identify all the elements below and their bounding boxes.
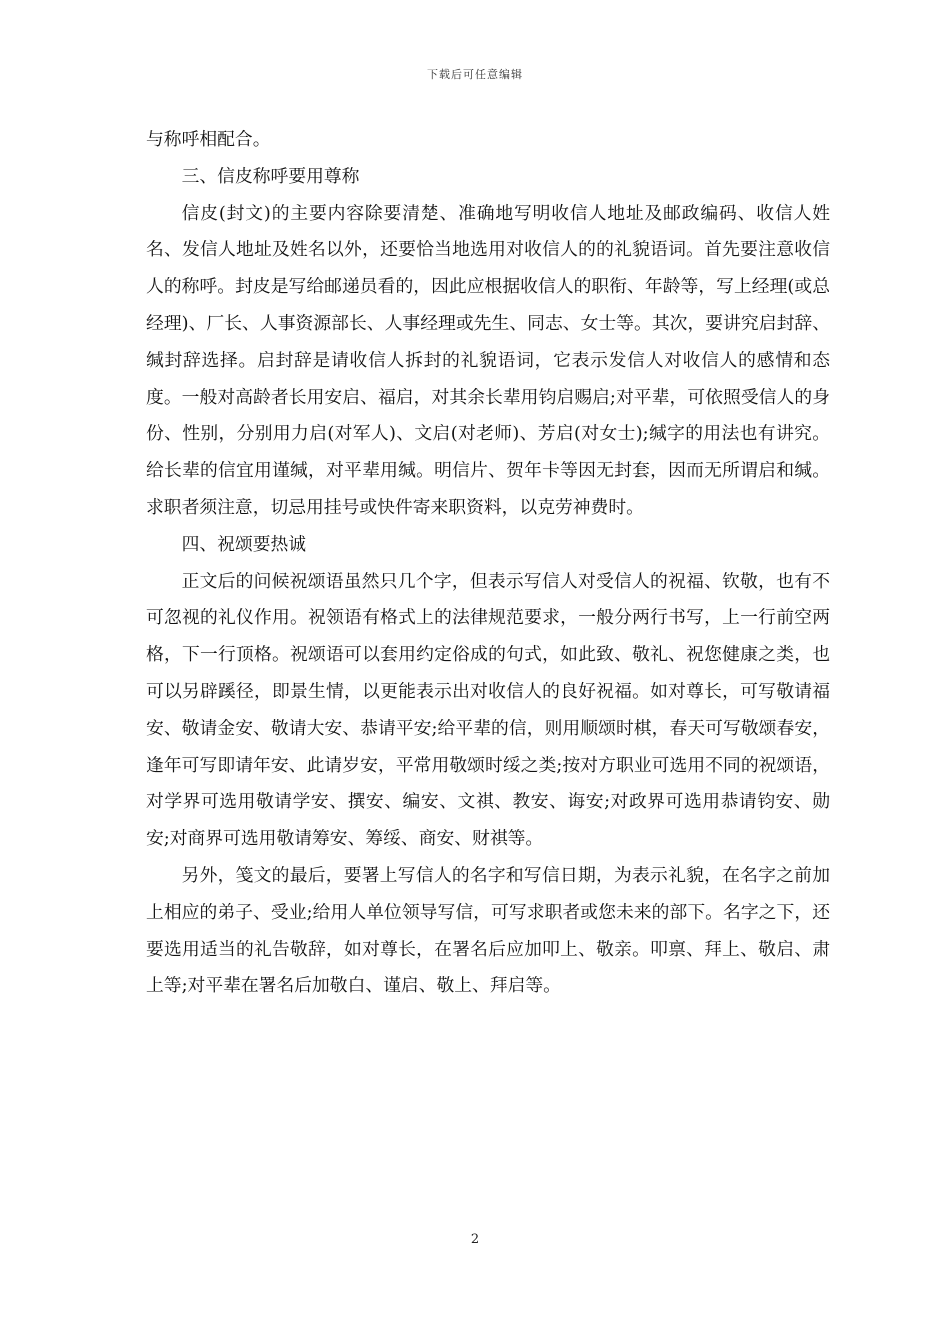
page-number: 2 [470,1232,480,1247]
paragraph-greeting: 正文后的问候祝颂语虽然只几个字，但表示写信人对受信人的祝福、钦敬，也有不可忽视的礼仪作用。祝领语有格式上的法律规范要求，一般分两行书写，上一行前空两格，下一行顶格。祝颂语可以套用约定俗成的句式，如此致、敬礼、祝您健康之类，也可以另辟蹊径，即景生情，以更能表示出对收信人的良好祝福。如对尊长，可写敬请福安、敬请金安、敬请大安、恭请平安;给平辈的信，则用顺颂时棋，春天可写敬颂春安，逢年可写即请年安、此请岁安，平常用敬颂时绥之类;按对方职业可选用不同的祝颂语，对学界可选用敬请学安、撰安、编安、文祺、教安、诲安;对政界可选用恭请钧安、勋安;对商界可选用敬请筹安、筹绥、商安、财祺等。 [146,570,830,850]
paragraph-continuation: 与称呼相配合。 [146,129,271,150]
section-heading-envelope-address: 三、信皮称呼要用尊称 [181,165,360,187]
paragraph-envelope: 信皮(封文)的主要内容除要清楚、准确地写明收信人地址及邮政编码、收信人姓名、发信人地址及姓名以外，还要恰当地选用对收信人的的礼貌语词。首先要注意收信人的称呼。封皮是写给邮递员看的，因此应根据收信人的职衔、年龄等，写上经理(或总经理)、厂长、人事资源部长、人事经理或先生、同志、女士等。其次，要讲究启封辞、缄封辞选择。启封辞是请收信人拆封的礼貌语词，它表示发信人对收信人的感情和态度。一般对高龄者长用安启、福启，对其余长辈用钧启赐启;对平辈，可依照受信人的身份、性别，分别用力启(对军人)、文启(对老师)、芳启(对女士);缄字的用法也有讲究。给长辈的信宜用谨缄，对平辈用缄。明信片、贺年卡等因无封套，因而无所谓启和缄。求职者须注意，切忌用挂号或快件寄来职资料，以克劳神费时。 [146,202,830,518]
page-header: 下载后可任意编辑 [427,68,523,81]
paragraph-signature: 另外，笺文的最后，要署上写信人的名字和写信日期，为表示礼貌，在名字之前加上相应的弟子、受业;给用人单位领导写信，可写求职者或您未来的部下。名字之下，还要选用适当的礼告敬辞，如对尊长，在署名后应加叩上、敬亲。叩禀、拜上、敬启、肃上等;对平辈在署名后加敬白、谨启、敬上、拜启等。 [146,864,830,997]
document-body [146,122,830,1005]
section-heading-greeting: 四、祝颂要热诚 [181,533,307,555]
